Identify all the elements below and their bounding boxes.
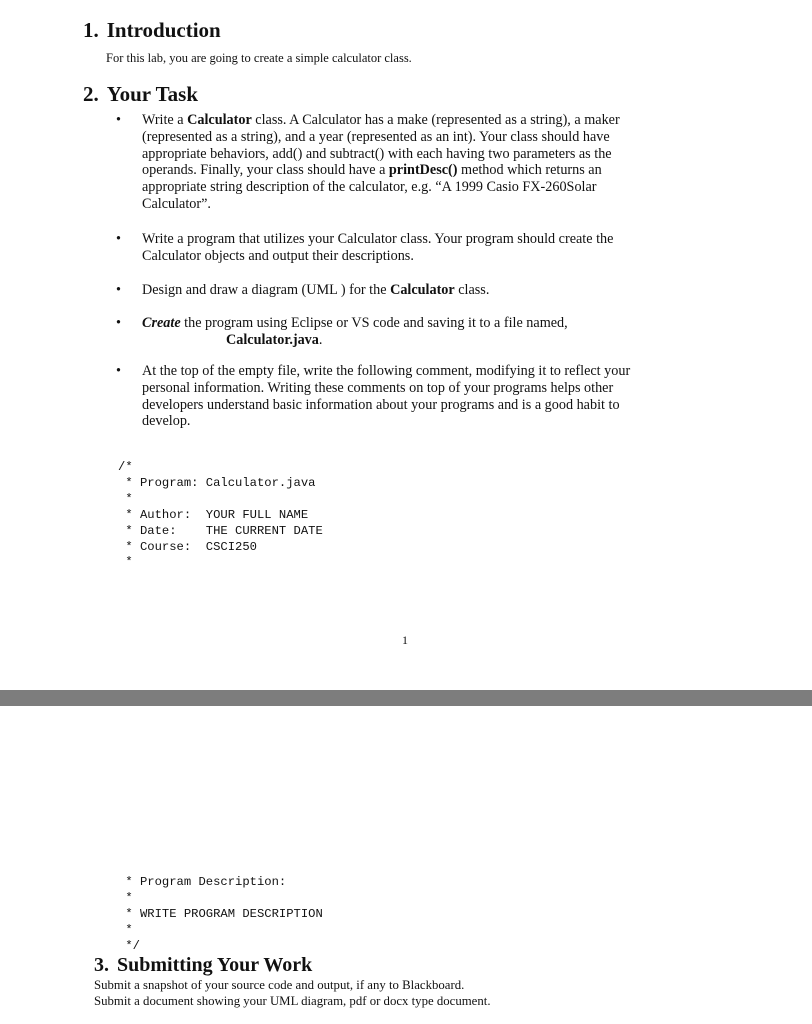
bullet-icon: • bbox=[116, 315, 121, 331]
text-run: class. bbox=[454, 282, 490, 298]
submit-line-2: Submit a document showing your UML diagram, pdf or docx type document. bbox=[94, 994, 491, 1008]
comment-block-continued: * Program Description: * * WRITE PROGRAM DESCRIPTION * */ bbox=[125, 875, 323, 953]
heading-number: 1. bbox=[83, 18, 99, 42]
heading-title: Introduction bbox=[106, 18, 221, 42]
bullet-icon: • bbox=[116, 363, 121, 379]
keyword: Create bbox=[142, 315, 181, 331]
bullet-text bbox=[142, 282, 642, 299]
text-run: . bbox=[318, 331, 323, 348]
document-page-2 bbox=[0, 706, 812, 1024]
heading-number: 3. bbox=[94, 954, 109, 976]
bullet-icon: • bbox=[116, 282, 121, 298]
bullet-text: Write a program that utilizes your Calculator class. Your program should create the Calculator objects and output their descriptions. bbox=[142, 231, 614, 264]
bullet-text bbox=[142, 112, 642, 213]
keyword: Calculator bbox=[390, 282, 455, 298]
bullet-text: At the top of the empty file, write the following comment, modifying it to reflect your personal information. Writing these comments on top of your programs helps other developers understand basic information about your programs and is a good habit to develop. bbox=[142, 363, 631, 430]
bullet-icon: • bbox=[116, 231, 121, 247]
text-run: the program using Eclipse or VS code and saving it to a file named, bbox=[180, 315, 568, 331]
bullet-text bbox=[142, 315, 642, 349]
heading-title: Your Task bbox=[106, 82, 199, 106]
text-run: Design and draw a diagram (UML ) for the bbox=[142, 282, 391, 298]
bullet-icon: • bbox=[116, 112, 121, 128]
heading-number: 2. bbox=[83, 82, 99, 106]
text-run: class. A Calculator has a make (represented as a string), a maker (represented as a string), and a year (represented as an int). Your class should have appropriate behaviors, add() and subtract() with each having two parameters as the operands. Finally, your class should have a bbox=[142, 112, 620, 179]
intro-paragraph: For this lab, you are going to create a simple calculator class. bbox=[106, 51, 412, 65]
text-run: Write a bbox=[142, 112, 188, 128]
comment-block: /* * Program: Calculator.java * * Author: YOUR FULL NAME * Date: THE CURRENT DATE * Course: CSCI250 * bbox=[118, 460, 323, 570]
submit-line-1: Submit a snapshot of your source code and output, if any to Blackboard. bbox=[94, 978, 465, 992]
page-separator bbox=[0, 690, 812, 706]
heading-submitting bbox=[94, 954, 312, 977]
text-run: method which returns an appropriate string description of the calculator, e.g. “A 1999 Casio FX-260Solar Calculator”. bbox=[142, 162, 602, 212]
filename: Calculator.java bbox=[226, 331, 319, 348]
heading-introduction bbox=[83, 18, 221, 43]
page-number: 1 bbox=[402, 633, 408, 647]
keyword: printDesc() bbox=[388, 162, 458, 179]
heading-your-task bbox=[83, 82, 198, 107]
keyword: Calculator bbox=[187, 112, 252, 128]
heading-title: Submitting Your Work bbox=[117, 954, 313, 976]
